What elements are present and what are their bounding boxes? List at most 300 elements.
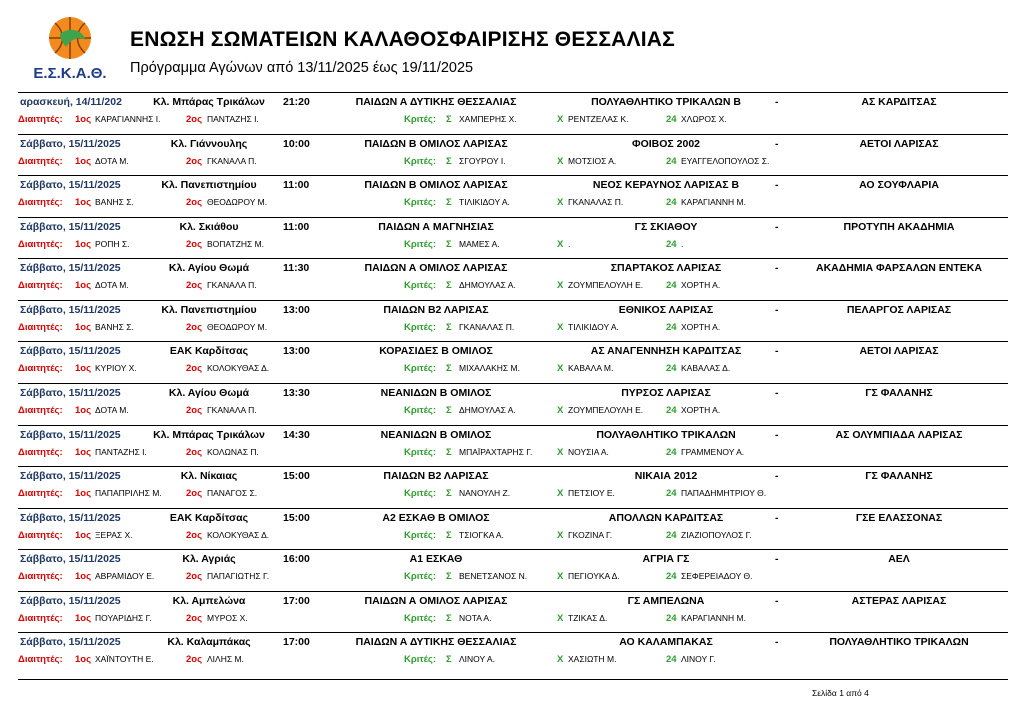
- match-category: ΠΑΙΔΩΝ Β2 ΛΑΡΙΣΑΣ: [383, 304, 489, 316]
- second-referee-label: 2ος: [186, 530, 203, 541]
- match-venue: Κλ. Μπάρας Τρικάλων: [153, 96, 265, 108]
- officials-line: [18, 571, 1008, 587]
- match-category: ΠΑΙΔΩΝ Α ΔΥΤΙΚΗΣ ΘΕΣΣΑΛΙΑΣ: [355, 96, 517, 108]
- match-info-line: [18, 512, 1008, 528]
- away-team: ΑΕΤΟΙ ΛΑΡΙΣΑΣ: [859, 138, 939, 150]
- timer-label: Χ: [557, 114, 564, 125]
- first-referee: ΚΑΡΑΓΙΑΝΝΗΣ Ι.: [95, 114, 161, 124]
- first-referee-label: 1ος: [75, 239, 92, 250]
- timer-label: Χ: [557, 280, 564, 291]
- timer-label: Χ: [557, 322, 564, 333]
- match-time: 15:00: [283, 470, 310, 482]
- home-team: ΑΓΡΙΑ ΓΣ: [642, 553, 690, 565]
- first-referee: ΧΑΪΝΤΟΥΤΗ Ε.: [95, 654, 154, 664]
- timer: ΖΟΥΜΠΕΛΟΥΛΗ Ε.: [568, 280, 644, 290]
- second-referee: ΠΑΝΤΑΖΗΣ Ι.: [207, 114, 259, 124]
- match-time: 16:00: [283, 553, 310, 565]
- header: [0, 0, 1024, 92]
- shotclock-operator: ΧΟΡΤΗ Α.: [681, 405, 721, 415]
- match-time: 11:30: [283, 262, 310, 274]
- match-date: Σάββατο, 15/11/2025: [20, 429, 121, 441]
- referees-label: Διαιτητές:: [18, 239, 63, 250]
- officials-line: [18, 530, 1008, 546]
- match-date: Σάββατο, 15/11/2025: [20, 138, 121, 150]
- match-time: 11:00: [283, 221, 310, 233]
- match-info-line: [18, 96, 1008, 112]
- referees-label: Διαιτητές:: [18, 571, 63, 582]
- first-referee-label: 1ος: [75, 363, 92, 374]
- bottom-divider: [18, 679, 1008, 680]
- timer: ΚΑΒΑΛΑ Μ.: [568, 363, 614, 373]
- first-referee-label: 1ος: [75, 447, 92, 458]
- referees-label: Διαιτητές:: [18, 322, 63, 333]
- page-title: ΕΝΩΣΗ ΣΩΜΑΤΕΙΩΝ ΚΑΛΑΘΟΣΦΑΙΡΙΣΗΣ ΘΕΣΣΑΛΙΑΣ: [130, 28, 675, 51]
- scorer: ΤΙΛΙΚΙΔΟΥ Α.: [459, 197, 510, 207]
- second-referee: ΚΟΛΩΝΑΣ Π.: [207, 447, 259, 457]
- home-team: ΕΘΝΙΚΟΣ ΛΑΡΙΣΑΣ: [618, 304, 714, 316]
- match-venue: ΕΑΚ Καρδίτσας: [169, 512, 249, 524]
- timer-label: Χ: [557, 363, 564, 374]
- scorer: ΜΑΜΕΣ Α.: [459, 239, 500, 249]
- first-referee-label: 1ος: [75, 114, 92, 125]
- shotclock-operator: ΧΟΡΤΗ Α.: [681, 322, 721, 332]
- second-referee-label: 2ος: [186, 571, 203, 582]
- officials-line: [18, 363, 1008, 379]
- referees-label: Διαιτητές:: [18, 280, 63, 291]
- match-date: αρασκευή, 14/11/202: [20, 96, 122, 108]
- away-team: ΓΣΕ ΕΛΑΣΣΟΝΑΣ: [855, 512, 943, 524]
- match-category: ΠΑΙΔΩΝ Β ΟΜΙΛΟΣ ΛΑΡΙΣΑΣ: [364, 179, 508, 191]
- judges-label: Κριτές:: [404, 447, 437, 458]
- first-referee: ΚΥΡΙΟΥ Χ.: [95, 363, 137, 373]
- second-referee-label: 2ος: [186, 654, 203, 665]
- page-number: Σελίδα 1 από 4: [812, 688, 869, 698]
- timer: ΤΙΛΙΚΙΔΟΥ Α.: [568, 322, 619, 332]
- vs-dash: -: [775, 138, 779, 150]
- officials-line: [18, 613, 1008, 629]
- shotclock-operator: ΖΙΑΖΙΟΠΟΥΛΟΣ Γ.: [681, 530, 752, 540]
- shotclock-label: 24: [666, 488, 677, 499]
- scorer: ΒΕΝΕΤΣΑΝΟΣ Ν.: [459, 571, 528, 581]
- home-team: ΝΙΚΑΙΑ 2012: [634, 470, 698, 482]
- second-referee-label: 2ος: [186, 156, 203, 167]
- judges-label: Κριτές:: [404, 405, 437, 416]
- officials-line: [18, 239, 1008, 255]
- vs-dash: -: [775, 179, 779, 191]
- scorer-label: Σ: [446, 322, 452, 333]
- match-time: 17:00: [283, 636, 310, 648]
- first-referee-label: 1ος: [75, 322, 92, 333]
- timer-label: Χ: [557, 613, 564, 624]
- timer: .: [568, 239, 571, 249]
- officials-line: [18, 114, 1008, 130]
- shotclock-operator: ΧΛΩΡΟΣ Χ.: [681, 114, 727, 124]
- judges-label: Κριτές:: [404, 322, 437, 333]
- timer: ΓΚΑΝΑΛΑΣ Π.: [568, 197, 624, 207]
- match-time: 17:00: [283, 595, 310, 607]
- shotclock-operator: ΚΑΡΑΓΙΑΝΝΗ Μ.: [681, 613, 746, 623]
- timer-label: Χ: [557, 197, 564, 208]
- vs-dash: -: [775, 96, 779, 108]
- match-row: [18, 591, 1008, 634]
- first-referee-label: 1ος: [75, 613, 92, 624]
- judges-label: Κριτές:: [404, 363, 437, 374]
- first-referee-label: 1ος: [75, 654, 92, 665]
- away-team: ΠΟΛΥΑΘΛΗΤΙΚΟ ΤΡΙΚΑΛΩΝ: [829, 636, 969, 648]
- timer-label: Χ: [557, 571, 564, 582]
- away-team: ΑΕΛ: [888, 553, 910, 565]
- home-team: ΠΟΛΥΑΘΛΗΤΙΚΟ ΤΡΙΚΑΛΩΝ: [596, 429, 736, 441]
- second-referee: ΠΑΝΑΓΟΣ Σ.: [207, 488, 258, 498]
- match-info-line: [18, 429, 1008, 445]
- referees-label: Διαιτητές:: [18, 405, 63, 416]
- vs-dash: -: [775, 636, 779, 648]
- timer: ΤΖΙΚΑΣ Δ.: [568, 613, 608, 623]
- second-referee-label: 2ος: [186, 280, 203, 291]
- scorer-label: Σ: [446, 571, 452, 582]
- officials-line: [18, 488, 1008, 504]
- match-row: [18, 632, 1008, 675]
- vs-dash: -: [775, 595, 779, 607]
- away-team: ΑΣΤΕΡΑΣ ΛΑΡΙΣΑΣ: [851, 595, 947, 607]
- judges-label: Κριτές:: [404, 488, 437, 499]
- second-referee-label: 2ος: [186, 114, 203, 125]
- judges-label: Κριτές:: [404, 613, 437, 624]
- away-team: ΑΕΤΟΙ ΛΑΡΙΣΑΣ: [859, 345, 939, 357]
- match-row: [18, 258, 1008, 301]
- scorer: ΓΚΑΝΑΛΑΣ Π.: [459, 322, 515, 332]
- first-referee: ΠΟΥΑΡΙΔΗΣ Γ.: [95, 613, 152, 623]
- scorer: ΝΟΤΑ Α.: [459, 613, 492, 623]
- match-venue: Κλ. Πανεπιστημίου: [161, 179, 257, 191]
- shotclock-label: 24: [666, 197, 677, 208]
- judges-label: Κριτές:: [404, 530, 437, 541]
- judges-label: Κριτές:: [404, 197, 437, 208]
- match-time: 21:20: [283, 96, 310, 108]
- home-team: ΑΟ ΚΑΛΑΜΠΑΚΑΣ: [619, 636, 713, 648]
- shotclock-operator: ΣΕΦΕΡΕΙΑΔΟΥ Θ.: [681, 571, 753, 581]
- second-referee: ΛΙΛΗΣ Μ.: [207, 654, 244, 664]
- timer-label: Χ: [557, 156, 564, 167]
- home-team: ΝΕΟΣ ΚΕΡΑΥΝΟΣ ΛΑΡΙΣΑΣ Β: [592, 179, 740, 191]
- scorer: ΔΗΜΟΥΛΑΣ Α.: [459, 280, 516, 290]
- timer: ΝΟΥΣΙΑ Α.: [568, 447, 609, 457]
- match-info-line: [18, 553, 1008, 569]
- first-referee-label: 1ος: [75, 280, 92, 291]
- judges-label: Κριτές:: [404, 654, 437, 665]
- match-row: [18, 341, 1008, 384]
- home-team: ΠΥΡΣΟΣ ΛΑΡΙΣΑΣ: [621, 387, 711, 399]
- second-referee: ΘΕΟΔΩΡΟΥ Μ.: [207, 322, 268, 332]
- match-info-line: [18, 179, 1008, 195]
- away-team: ΑΟ ΣΟΥΦΛΑΡΙΑ: [859, 179, 939, 191]
- match-info-line: [18, 595, 1008, 611]
- scorer-label: Σ: [446, 405, 452, 416]
- scorer-label: Σ: [446, 239, 452, 250]
- scorer: ΛΙΝΟΥ Α.: [459, 654, 495, 664]
- second-referee: ΘΕΟΔΩΡΟΥ Μ.: [207, 197, 268, 207]
- match-date: Σάββατο, 15/11/2025: [20, 345, 121, 357]
- shotclock-label: 24: [666, 405, 677, 416]
- vs-dash: -: [775, 470, 779, 482]
- vs-dash: -: [775, 304, 779, 316]
- shotclock-operator: ΓΡΑΜΜΕΝΟΥ Α.: [681, 447, 745, 457]
- first-referee: ΑΒΡΑΜΙΔΟΥ Ε.: [95, 571, 155, 581]
- match-date: Σάββατο, 15/11/2025: [20, 595, 121, 607]
- scorer: ΜΠΑΪΡΑΧΤΑΡΗΣ Γ.: [459, 447, 533, 457]
- timer: ΧΑΣΙΩΤΗ Μ.: [568, 654, 617, 664]
- match-category: ΝΕΑΝΙΔΩΝ Β ΟΜΙΛΟΣ: [380, 429, 492, 441]
- first-referee-label: 1ος: [75, 156, 92, 167]
- referees-label: Διαιτητές:: [18, 530, 63, 541]
- shotclock-label: 24: [666, 447, 677, 458]
- home-team: ΓΣ ΣΚΙΑΘΟΥ: [634, 221, 698, 233]
- first-referee-label: 1ος: [75, 197, 92, 208]
- match-row: [18, 383, 1008, 426]
- match-date: Σάββατο, 15/11/2025: [20, 179, 121, 191]
- officials-line: [18, 197, 1008, 213]
- match-category: Α2 ΕΣΚΑΘ Β ΟΜΙΛΟΣ: [382, 512, 490, 524]
- match-venue: Κλ. Αμπελώνα: [172, 595, 246, 607]
- match-row: [18, 92, 1008, 135]
- match-row: [18, 134, 1008, 177]
- match-category: ΠΑΙΔΩΝ Β2 ΛΑΡΙΣΑΣ: [383, 470, 489, 482]
- vs-dash: -: [775, 221, 779, 233]
- match-time: 13:30: [283, 387, 310, 399]
- shotclock-label: 24: [666, 156, 677, 167]
- referees-label: Διαιτητές:: [18, 197, 63, 208]
- match-info-line: [18, 262, 1008, 278]
- shotclock-operator: ΛΙΝΟΥ Γ.: [681, 654, 716, 664]
- match-info-line: [18, 304, 1008, 320]
- timer: ΠΕΤΣΙΟΥ Ε.: [568, 488, 615, 498]
- referees-label: Διαιτητές:: [18, 654, 63, 665]
- timer-label: Χ: [557, 239, 564, 250]
- home-team: ΓΣ ΑΜΠΕΛΩΝΑ: [627, 595, 705, 607]
- first-referee: ΔΟΤΑ Μ.: [95, 405, 129, 415]
- match-category: ΠΑΙΔΩΝ Β ΟΜΙΛΟΣ ΛΑΡΙΣΑΣ: [364, 138, 508, 150]
- shotclock-label: 24: [666, 239, 677, 250]
- scorer: ΝΑΝΟΥΛΗ Ζ.: [459, 488, 511, 498]
- match-info-line: [18, 636, 1008, 652]
- match-time: 11:00: [283, 179, 310, 191]
- judges-label: Κριτές:: [404, 571, 437, 582]
- second-referee: ΚΟΛΟΚΥΘΑΣ Δ.: [207, 363, 270, 373]
- scorer: ΜΙΧΑΛΑΚΗΣ Μ.: [459, 363, 520, 373]
- match-row: [18, 549, 1008, 592]
- second-referee-label: 2ος: [186, 197, 203, 208]
- match-row: [18, 508, 1008, 551]
- shotclock-operator: ΠΑΠΑΔΗΜΗΤΡΙΟΥ Θ.: [681, 488, 767, 498]
- shotclock-label: 24: [666, 571, 677, 582]
- match-venue: ΕΑΚ Καρδίτσας: [169, 345, 249, 357]
- match-date: Σάββατο, 15/11/2025: [20, 636, 121, 648]
- vs-dash: -: [775, 553, 779, 565]
- scorer-label: Σ: [446, 447, 452, 458]
- second-referee-label: 2ος: [186, 447, 203, 458]
- match-venue: Κλ. Γιάννουλης: [170, 138, 248, 150]
- scorer: ΔΗΜΟΥΛΑΣ Α.: [459, 405, 516, 415]
- away-team: ΠΡΟΤΥΠΗ ΑΚΑΔΗΜΙΑ: [843, 221, 955, 233]
- timer-label: Χ: [557, 530, 564, 541]
- match-time: 10:00: [283, 138, 310, 150]
- match-info-line: [18, 470, 1008, 486]
- first-referee: ΠΑΠΑΠΡΙΛΗΣ Μ.: [95, 488, 162, 498]
- timer: ΖΟΥΜΠΕΛΟΥΛΗ Ε.: [568, 405, 644, 415]
- second-referee: ΚΟΛΟΚΥΘΑΣ Δ.: [207, 530, 270, 540]
- home-team: ΑΠΟΛΛΩΝ ΚΑΡΔΙΤΣΑΣ: [608, 512, 724, 524]
- timer-label: Χ: [557, 488, 564, 499]
- home-team: ΣΠΑΡΤΑΚΟΣ ΛΑΡΙΣΑΣ: [610, 262, 722, 274]
- judges-label: Κριτές:: [404, 156, 437, 167]
- vs-dash: -: [775, 429, 779, 441]
- match-time: 14:30: [283, 429, 310, 441]
- vs-dash: -: [775, 262, 779, 274]
- referees-label: Διαιτητές:: [18, 488, 63, 499]
- vs-dash: -: [775, 512, 779, 524]
- timer: ΠΕΓΙΟΥΚΑ Δ.: [568, 571, 620, 581]
- scorer-label: Σ: [446, 280, 452, 291]
- vs-dash: -: [775, 387, 779, 399]
- officials-line: [18, 322, 1008, 338]
- match-date: Σάββατο, 15/11/2025: [20, 512, 121, 524]
- scorer: ΧΑΜΠΕΡΗΣ Χ.: [459, 114, 517, 124]
- page-subtitle: Πρόγραμμα Αγώνων από 13/11/2025 έως 19/11/2025: [130, 60, 474, 76]
- away-team: ΑΣ ΚΑΡΔΙΤΣΑΣ: [861, 96, 937, 108]
- officials-line: [18, 654, 1008, 670]
- scorer: ΣΓΟΥΡΟΥ Ι.: [459, 156, 506, 166]
- second-referee-label: 2ος: [186, 322, 203, 333]
- match-time: 15:00: [283, 512, 310, 524]
- match-category: ΠΑΙΔΩΝ Α ΟΜΙΛΟΣ ΛΑΡΙΣΑΣ: [364, 262, 508, 274]
- match-category: ΝΕΑΝΙΔΩΝ Β ΟΜΙΛΟΣ: [380, 387, 492, 399]
- match-venue: Κλ. Αγριάς: [182, 553, 236, 565]
- match-info-line: [18, 138, 1008, 154]
- first-referee: ΡΟΠΗ Σ.: [95, 239, 130, 249]
- match-date: Σάββατο, 15/11/2025: [20, 304, 121, 316]
- judges-label: Κριτές:: [404, 280, 437, 291]
- match-category: ΠΑΙΔΩΝ Α ΔΥΤΙΚΗΣ ΘΕΣΣΑΛΙΑΣ: [355, 636, 517, 648]
- scorer: ΤΣΙΟΓΚΑ Α.: [459, 530, 504, 540]
- first-referee: ΒΑΝΗΣ Σ.: [95, 322, 134, 332]
- shotclock-operator: .: [681, 239, 684, 249]
- match-date: Σάββατο, 15/11/2025: [20, 553, 121, 565]
- match-time: 13:00: [283, 304, 310, 316]
- referees-label: Διαιτητές:: [18, 447, 63, 458]
- timer: ΜΟΤΣΙΟΣ Α.: [568, 156, 617, 166]
- home-team: ΦΟΙΒΟΣ 2002: [631, 138, 701, 150]
- logo-text: Ε.Σ.Κ.Α.Θ.: [33, 65, 107, 82]
- shotclock-label: 24: [666, 322, 677, 333]
- match-venue: Κλ. Αγίου Θωμά: [168, 262, 250, 274]
- referees-label: Διαιτητές:: [18, 363, 63, 374]
- match-row: [18, 217, 1008, 260]
- match-row: [18, 300, 1008, 343]
- shotclock-label: 24: [666, 530, 677, 541]
- scorer-label: Σ: [446, 114, 452, 125]
- match-row: [18, 175, 1008, 218]
- first-referee: ΒΑΝΗΣ Σ.: [95, 197, 134, 207]
- timer-label: Χ: [557, 447, 564, 458]
- judges-label: Κριτές:: [404, 239, 437, 250]
- scorer-label: Σ: [446, 156, 452, 167]
- match-venue: Κλ. Αγίου Θωμά: [168, 387, 250, 399]
- away-team: ΓΣ ΦΑΛΑΝΗΣ: [865, 387, 933, 399]
- eskath-logo: [20, 14, 120, 84]
- second-referee: ΓΚΑΝΑΛΑ Π.: [207, 280, 257, 290]
- first-referee-label: 1ος: [75, 405, 92, 416]
- scorer-label: Σ: [446, 654, 452, 665]
- timer: ΡΕΝΤΖΕΛΑΣ Κ.: [568, 114, 629, 124]
- match-category: Α1 ΕΣΚΑΘ: [409, 553, 463, 565]
- match-venue: Κλ. Καλαμπάκας: [167, 636, 251, 648]
- referees-label: Διαιτητές:: [18, 156, 63, 167]
- second-referee-label: 2ος: [186, 363, 203, 374]
- home-team: ΠΟΛΥΑΘΛΗΤΙΚΟ ΤΡΙΚΑΛΩΝ Β: [591, 96, 741, 108]
- second-referee: ΓΚΑΝΑΛΑ Π.: [207, 156, 257, 166]
- first-referee: ΠΑΝΤΑΖΗΣ Ι.: [95, 447, 147, 457]
- officials-line: [18, 405, 1008, 421]
- match-info-line: [18, 345, 1008, 361]
- first-referee-label: 1ος: [75, 530, 92, 541]
- away-team: ΠΕΛΑΡΓΟΣ ΛΑΡΙΣΑΣ: [846, 304, 952, 316]
- shotclock-operator: ΚΑΒΑΛΑΣ Δ.: [681, 363, 731, 373]
- match-info-line: [18, 221, 1008, 237]
- away-team: ΓΣ ΦΑΛΑΝΗΣ: [865, 470, 933, 482]
- match-info-line: [18, 387, 1008, 403]
- shotclock-operator: ΕΥΑΓΓΕΛΟΠΟΥΛΟΣ Σ.: [681, 156, 770, 166]
- second-referee-label: 2ος: [186, 613, 203, 624]
- match-venue: Κλ. Νίκαιας: [180, 470, 238, 482]
- scorer-label: Σ: [446, 530, 452, 541]
- shotclock-label: 24: [666, 363, 677, 374]
- scorer-label: Σ: [446, 613, 452, 624]
- timer-label: Χ: [557, 654, 564, 665]
- officials-line: [18, 156, 1008, 172]
- match-venue: Κλ. Πανεπιστημίου: [161, 304, 257, 316]
- first-referee: ΔΟΤΑ Μ.: [95, 156, 129, 166]
- shotclock-operator: ΧΟΡΤΗ Α.: [681, 280, 721, 290]
- vs-dash: -: [775, 345, 779, 357]
- second-referee: ΠΑΠΑΓΙΩΤΗΣ Γ.: [207, 571, 270, 581]
- match-time: 13:00: [283, 345, 310, 357]
- match-date: Σάββατο, 15/11/2025: [20, 221, 121, 233]
- match-category: ΠΑΙΔΩΝ Α ΟΜΙΛΟΣ ΛΑΡΙΣΑΣ: [364, 595, 508, 607]
- timer: ΓΚΟΖΙΝΑ Γ.: [568, 530, 613, 540]
- first-referee-label: 1ος: [75, 571, 92, 582]
- officials-line: [18, 280, 1008, 296]
- shotclock-label: 24: [666, 114, 677, 125]
- away-team: ΑΣ ΟΛΥΜΠΙΑΔΑ ΛΑΡΙΣΑΣ: [835, 429, 963, 441]
- second-referee-label: 2ος: [186, 488, 203, 499]
- match-venue: Κλ. Σκιάθου: [179, 221, 239, 233]
- match-category: ΠΑΙΔΩΝ Α ΜΑΓΝΗΣΙΑΣ: [378, 221, 494, 233]
- first-referee-label: 1ος: [75, 488, 92, 499]
- shotclock-label: 24: [666, 280, 677, 291]
- second-referee: ΒΟΠΑΤΖΗΣ Μ.: [207, 239, 265, 249]
- match-category: ΚΟΡΑΣΙΔΕΣ Β ΟΜΙΛΟΣ: [379, 345, 493, 357]
- first-referee: ΔΟΤΑ Μ.: [95, 280, 129, 290]
- match-row: [18, 466, 1008, 509]
- away-team: ΑΚΑΔΗΜΙΑ ΦΑΡΣΑΛΩΝ ΕΝΤΕΚΑ: [816, 262, 982, 274]
- officials-line: [18, 447, 1008, 463]
- first-referee: ΞΕΡΑΣ Χ.: [95, 530, 133, 540]
- match-date: Σάββατο, 15/11/2025: [20, 470, 121, 482]
- shotclock-label: 24: [666, 654, 677, 665]
- timer-label: Χ: [557, 405, 564, 416]
- home-team: ΑΣ ΑΝΑΓΕΝΝΗΣΗ ΚΑΡΔΙΤΣΑΣ: [590, 345, 742, 357]
- match-row: [18, 425, 1008, 468]
